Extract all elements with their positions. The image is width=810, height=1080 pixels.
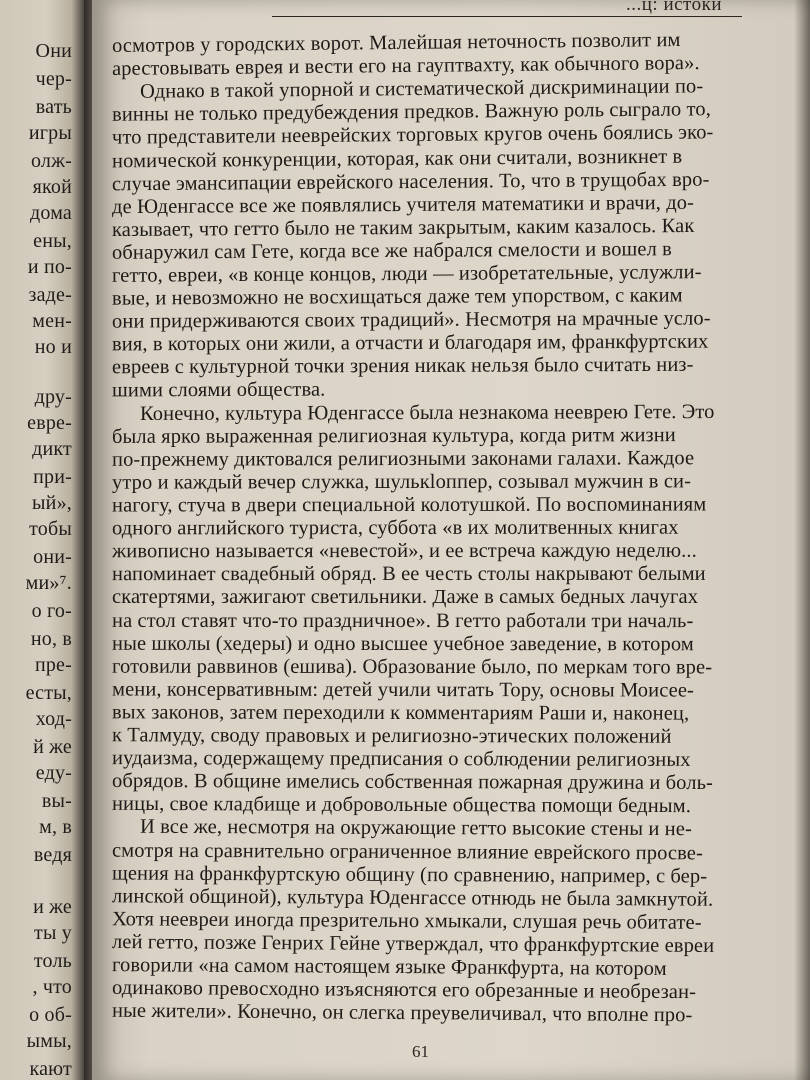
text-line: по-прежнему диктовался религиозными законами галахи. Каждое <box>111 447 695 471</box>
left-page-line: Они <box>35 40 72 62</box>
text-line: Конечно, культура Юденгассе была незнакома нееврею Гете. Это <box>139 400 715 425</box>
left-page-line: есты, <box>25 682 72 704</box>
running-head-text: ...ц: истоки <box>626 0 722 15</box>
left-page-edge <box>0 0 84 1080</box>
text-line: готовили раввинов (ешива). Образование было, по меркам того вре- <box>111 655 713 679</box>
left-page-line: й же <box>33 736 72 758</box>
left-page-line: ведя <box>33 844 72 866</box>
left-page-line: ты у <box>34 922 72 944</box>
left-page-line: еду- <box>35 762 72 784</box>
text-line: говорили «на самом настоящем языке Франкфурта, на котором <box>111 954 667 980</box>
left-page-line: игры <box>28 122 72 144</box>
text-line: напоминает свадебный обряд. В ее честь столы накрывают белыми <box>111 563 706 586</box>
text-line: И все же, несмотря на окружающие гетто высокие стены и не- <box>139 816 692 841</box>
left-page-line: чер- <box>35 68 72 90</box>
text-line: гетто, евреи, «в конце концов, люди — изобретательные, услужли- <box>111 261 702 287</box>
text-line: к Талмуду, своду правовых и религиозно-этических положений <box>111 724 672 748</box>
text-line: живописно называется «невестой», и ее встреча каждую неделю... <box>111 539 697 563</box>
text-line: вые, и невозможно не восхищаться даже тем упорством, с каким <box>111 284 683 310</box>
text-line: ные жители». Конечно, он слегка преувеличивал, что вполне про- <box>111 999 693 1027</box>
text-line: утро и каждый вечер служка, шулькloппер, созывал мужчин в си- <box>111 470 692 494</box>
left-page-line: о го- <box>31 600 72 622</box>
text-line: казывает, что гетто было не таким закрытым, каким казалось. Как <box>111 214 695 241</box>
left-page-line: тобы <box>29 518 72 540</box>
text-line: случае эмансипации еврейского населения. То, что в трущобах вро- <box>111 168 710 195</box>
left-page-line: ымы, <box>26 1030 72 1052</box>
text-line: арестовывать еврея и вести его на гауптвахту, как обычного вора». <box>111 52 700 81</box>
text-line: Однако в такой упорной и систематической дискриминации по- <box>139 75 704 103</box>
left-page-line: и по- <box>27 256 72 278</box>
text-line: обнаружил сам Гете, когда все же набрался смелости и вошел в <box>111 238 673 264</box>
left-page-line: кают <box>29 1058 72 1080</box>
left-page-line: ены, <box>33 230 72 252</box>
text-line: осмотров у городских ворот. Малейшая неточность позволит им <box>111 29 681 57</box>
book-page <box>92 0 810 1080</box>
text-line: номической конкуренции, которая, как они считали, возникнет в <box>111 145 683 172</box>
text-line: де Юденгассе все же появлялись учителя математики и врачи, до- <box>111 191 695 218</box>
text-line: обрядов. В общине имелись собственная пожарная дружина и боль- <box>111 770 714 795</box>
text-line: Хотя неевреи иногда презрительно хмыкали, слушая речь обитате- <box>111 907 702 934</box>
left-page-line: якой <box>32 176 72 198</box>
left-page-line: но, в <box>30 628 72 650</box>
text-line: одинаково превосходно изъясняются его обрезанные и необрезан- <box>111 976 697 1004</box>
text-line: шими слоями общества. <box>111 378 326 401</box>
text-line: одного английского туриста, суббота «в их молитвенных книгах <box>111 516 679 540</box>
text-line: вия, в которых они жили, а отчасти и благодаря им, франкфуртских <box>111 330 709 356</box>
left-page-line: и же <box>33 896 72 918</box>
left-page-line: , что <box>32 976 72 998</box>
left-page-line: вы- <box>41 790 72 812</box>
left-page-line: но и <box>34 336 72 358</box>
left-page-line: ми»⁷. <box>25 572 72 594</box>
left-page-line: они- <box>33 546 72 568</box>
text-line: щения на франкфуртскую общину (по сравнению, например, с бер- <box>111 862 708 888</box>
text-line: что представители нееврейских торговых кругов очень боялись эко- <box>111 121 714 150</box>
text-line: нагогу, стуча в двери специальной колотушкой. По воспоминаниям <box>111 493 707 517</box>
left-page-line: олж- <box>31 150 72 172</box>
left-page-line: о об- <box>29 1004 72 1026</box>
left-page-line: при- <box>33 466 72 488</box>
text-line: иудаизма, содержащему предписания о соблюдении религиозных <box>111 747 691 771</box>
text-line: ницы, свое кладбище и добровольные общества помощи бедным. <box>111 793 692 818</box>
left-page-line: заде- <box>28 284 72 306</box>
page-edge-shadow <box>794 0 810 1080</box>
text-line: скатертями, зажигают светильники. Даже в самых бедных лачугах <box>112 586 699 609</box>
left-page-line: ход- <box>35 708 72 730</box>
left-page-line: мен- <box>32 310 72 332</box>
text-line: на стол ставят что-то праздничное». В гетто работали три началь- <box>111 609 694 632</box>
text-line: винны не только предубеждения предков. Важную роль сыграло то, <box>111 98 712 127</box>
left-page-line: евре- <box>27 412 72 434</box>
left-page-line: м, в <box>39 816 72 838</box>
text-line: мени, консервативным: детей учили читать Тору, основы Моисее- <box>111 678 695 702</box>
left-page-line: ый», <box>32 492 72 514</box>
page-text <box>112 0 802 1030</box>
page-number: 61 <box>412 1042 429 1061</box>
left-page-line: дома <box>30 202 72 224</box>
left-page-line: дру- <box>34 386 72 408</box>
text-line: евреев с культурной точки зрения никак нельзя было считать низ- <box>111 354 694 379</box>
text-line: линской общиной), культура Юденгассе отнюдь не была замкнутой. <box>111 884 714 911</box>
left-page-line: дикт <box>32 438 72 460</box>
left-page-line: толь <box>33 950 72 972</box>
text-line: лей гетто, позже Генрих Гейне утверждал, что франкфуртские евреи <box>111 930 715 957</box>
left-page-line: пре- <box>34 654 72 676</box>
text-line: вых законов, затем переходили к комментариям Раши и, наконец, <box>111 701 690 725</box>
left-page-line: вать <box>35 96 72 118</box>
text-line: ные школы (хедеры) и одно высшее учебное заведение, в котором <box>111 632 694 655</box>
text-line: они придерживаются своих традиций». Несмотря на мрачные усло- <box>111 307 711 333</box>
text-line: была ярко выраженная религиозная культура, когда ритм жизни <box>111 423 676 448</box>
text-line: смотря на сравнительно ограниченное влияние еврейского просве- <box>111 839 704 864</box>
